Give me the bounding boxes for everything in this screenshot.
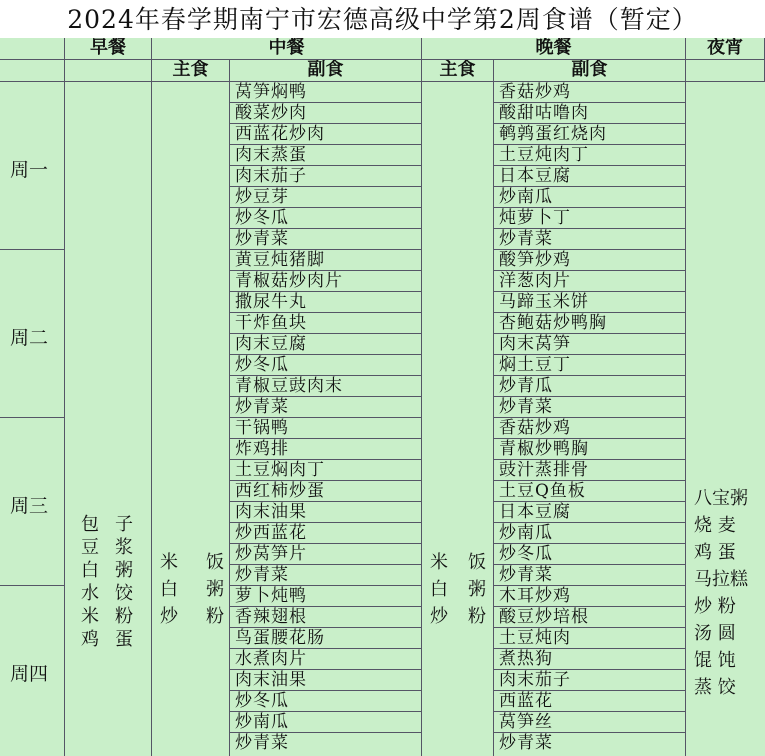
dish-item: 杏鲍菇炒鸭胸: [494, 313, 685, 334]
dinner-side-mon: [494, 82, 686, 250]
day-label-mon: [0, 82, 65, 250]
day-label-wed: [0, 418, 65, 586]
lunch-side-wed: [230, 418, 422, 586]
dish-item: 炒西蓝花: [230, 523, 421, 544]
day-label-text: 周二: [10, 327, 49, 349]
night-item: 馄 饨: [694, 650, 736, 671]
dish-item: 撒尿牛丸: [230, 292, 421, 313]
dinner-side-thu: [494, 586, 686, 756]
day-label-text: 周四: [10, 663, 49, 685]
breakfast-subheader: [65, 60, 152, 82]
day-label-text: 周三: [10, 495, 49, 517]
dish-item: 焖土豆丁: [494, 355, 685, 376]
dish-item: 炒青菜: [235, 229, 289, 249]
night-item: 烧 麦: [694, 515, 736, 536]
dish-item: 香辣翅根: [230, 607, 421, 628]
night-item: 八宝粥: [694, 488, 748, 509]
night-item: 马拉糕: [694, 569, 748, 590]
dish-item: 肉末莴笋: [494, 334, 685, 355]
dish-item: 酸菜炒肉: [230, 103, 421, 124]
dinner-side-list: [494, 586, 685, 756]
dish-item: 莴笋丝: [494, 712, 685, 733]
dish-item: 炒莴笋片: [230, 544, 421, 565]
dish-item: 土豆焖肉丁: [230, 460, 421, 481]
night-item: 汤 圆: [694, 623, 736, 644]
dish-item: 炒青菜: [235, 733, 289, 753]
dish-item: 炒南瓜: [494, 523, 685, 544]
night-item: 蒸 饺: [694, 677, 736, 698]
dish-item: 莴笋焖鸭: [230, 82, 421, 103]
dish-item: 酸笋炒鸡: [494, 250, 685, 271]
lunch-side-header: 副食: [230, 60, 422, 82]
lunch-side-list: [230, 418, 421, 585]
dish-item: 炒冬瓜: [230, 691, 421, 712]
dish-item: 土豆Q鱼板: [494, 481, 685, 502]
dish-item: 酸甜咕噜肉: [494, 103, 685, 124]
dish-item: 土豆炖肉丁: [494, 145, 685, 166]
dish-item: 鹌鹑蛋红烧肉: [494, 124, 685, 145]
dish-item: 炒青菜: [499, 397, 553, 417]
dish-item: 西红柿炒蛋: [230, 481, 421, 502]
corner-cell-bottom: [0, 60, 65, 82]
dish-item: 肉末豆腐: [230, 334, 421, 355]
dinner-side-header: 副食: [494, 60, 686, 82]
lunch-header: 中餐: [152, 38, 422, 60]
dish-item: 炒冬瓜: [494, 544, 685, 565]
night-subheader: [686, 60, 765, 82]
lunch-staple-header: 主食: [152, 60, 230, 82]
dish-item: 肉末茄子: [230, 166, 421, 187]
lunch-side-thu: [230, 586, 422, 756]
dish-item: 青椒菇炒肉片: [230, 271, 421, 292]
dish-item: 酸豆炒培根: [494, 607, 685, 628]
dish-item: 炸鸡排: [230, 439, 421, 460]
dish-item: 西蓝花: [494, 691, 685, 712]
corner-cell-top: [0, 38, 65, 60]
dish-item: 炒青菜: [499, 229, 553, 249]
dinner-staple-cell: 米 饭 白 粥 炒 粉: [422, 82, 494, 756]
dinner-header: 晚餐: [422, 38, 686, 60]
day-label-text: 周一: [10, 159, 49, 181]
dish-item: 青椒炒鸭胸: [494, 439, 685, 460]
dish-item: 黄豆炖猪脚: [230, 250, 421, 271]
dish-item: 干锅鸭: [230, 418, 421, 439]
dish-item: 鸟蛋腰花肠: [230, 628, 421, 649]
night-cell: [686, 82, 765, 756]
dish-item: 土豆炖肉: [494, 628, 685, 649]
dish-item: 炒冬瓜: [230, 208, 421, 229]
breakfast-header: 早餐: [65, 38, 152, 60]
lunch-side-tue: [230, 250, 422, 418]
dinner-side-list: [494, 250, 685, 417]
dish-item: 豉汁蒸排骨: [494, 460, 685, 481]
dish-item: 萝卜炖鸭: [230, 586, 421, 607]
day-label-tue: [0, 250, 65, 418]
dish-item: 煮热狗: [494, 649, 685, 670]
lunch-side-list: [230, 250, 421, 417]
dish-item: 肉末茄子: [494, 670, 685, 691]
dinner-side-tue: [494, 250, 686, 418]
dish-item: 肉末油果: [230, 670, 421, 691]
night-item: 鸡 蛋: [694, 542, 736, 563]
day-label-thu: [0, 586, 65, 756]
dish-item: 香菇炒鸡: [494, 82, 685, 103]
dinner-side-list: [494, 82, 685, 249]
dish-item: 洋葱肉片: [494, 271, 685, 292]
lunch-side-mon: [230, 82, 422, 250]
dinner-side-wed: [494, 418, 686, 586]
dish-item: 肉末蒸蛋: [230, 145, 421, 166]
dish-item: 炒青菜: [499, 565, 553, 585]
dish-item: 炖萝卜丁: [494, 208, 685, 229]
dish-item: 青椒豆豉肉末: [230, 376, 421, 397]
dish-item: 日本豆腐: [494, 502, 685, 523]
night-header: 夜宵: [686, 38, 765, 60]
dish-item: 日本豆腐: [494, 166, 685, 187]
dinner-side-list: [494, 418, 685, 585]
dish-item: 水煮肉片: [230, 649, 421, 670]
dish-item: 炒青瓜: [494, 376, 685, 397]
dish-item: 炒南瓜: [494, 187, 685, 208]
dish-item: 炒青菜: [235, 397, 289, 417]
dinner-staple-header: 主食: [422, 60, 494, 82]
dish-item: 炒南瓜: [230, 712, 421, 733]
dish-item: 炒冬瓜: [230, 355, 421, 376]
page-title: 2024年春学期南宁市宏德高级中学第2周食谱（暂定）: [0, 0, 765, 38]
night-item: 炒 粉: [694, 596, 736, 617]
lunch-side-list: [230, 82, 421, 249]
lunch-staple-cell: 米 饭 白 粥 炒 粉: [152, 82, 230, 756]
dish-item: 香菇炒鸡: [494, 418, 685, 439]
breakfast-cell: 包 子 豆 浆 白 粥 水 饺 米 粉 鸡 蛋: [65, 82, 152, 756]
dish-item: 炒豆芽: [230, 187, 421, 208]
dish-item: 肉末油果: [230, 502, 421, 523]
dish-item: 炒青菜: [499, 733, 553, 753]
dish-item: 马蹄玉米饼: [494, 292, 685, 313]
dish-item: 干炸鱼块: [230, 313, 421, 334]
dish-item: 木耳炒鸡: [494, 586, 685, 607]
dish-item: 西蓝花炒肉: [230, 124, 421, 145]
dish-item: 炒青菜: [235, 565, 289, 585]
lunch-side-list: [230, 586, 421, 756]
